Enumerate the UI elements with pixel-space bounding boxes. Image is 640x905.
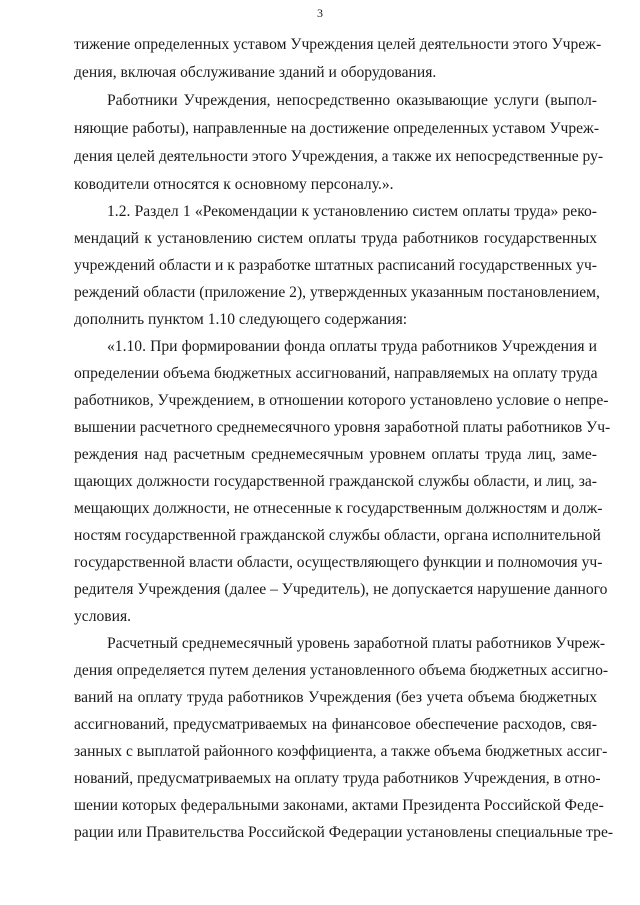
text-line: няющие работы), направленные на достижение определенных уставом Учреж- [74,120,600,137]
text-line: дения целей деятельности этого Учреждения, а также их непосредственные ру- [74,148,604,165]
text-line: ассигнований, предусматриваемых на финансовое обеспечение расходов, свя- [74,716,597,733]
text-line: ководители относятся к основному персоналу.». [74,176,394,193]
text-line: тижение определенных уставом Учреждения целей деятельности этого Учреж- [74,36,602,53]
text-line: дения определяется путем деления установленного объема бюджетных ассигно- [74,662,609,679]
text-line: государственной власти области, осуществляющего функции и полномочия уч- [74,554,603,571]
text-line: нований, предусматриваемых на оплату труда работников Учреждения, в отно- [74,770,601,787]
text-line: дополнить пунктом 1.10 следующего содержания: [74,311,408,328]
paragraph-start-line: «1.10. При формировании фонда оплаты труда работников Учреждения и [107,338,597,355]
paragraph-start-line: 1.2. Раздел 1 «Рекомендации к установлению систем оплаты труда» реко- [107,203,597,220]
text-line: учреждений области и к разработке штатных расписаний государственных уч- [74,257,597,274]
text-line: реждений области (приложение 2), утвержденных указанным постановлением, [74,284,600,301]
text-line: шении которых федеральными законами, актами Президента Российской Феде- [74,797,604,814]
text-line: ваний на оплату труда работников Учреждения (без учета объема бюджетных [74,689,597,706]
paragraph-start-line: Расчетный среднемесячный уровень заработной платы работников Учреж- [107,635,606,652]
text-line: вышении расчетного среднемесячного уровня заработной платы работников Уч- [74,419,611,436]
text-line: занных с выплатой районного коэффициента, а также объема бюджетных ассиг- [74,743,608,760]
text-line: условия. [74,608,132,625]
text-line: работников, Учреждением, в отношении которого установлено условие о непре- [74,392,609,409]
text-line: мещающих должности, не отнесенные к государственным должностям и долж- [74,500,603,517]
text-line: дения, включая обслуживание зданий и оборудования. [74,64,437,81]
page-number: 3 [317,6,323,20]
text-line: редителя Учреждения (далее – Учредитель), не допускается нарушение данного [74,581,608,598]
paragraph-start-line: Работники Учреждения, непосредственно оказывающие услуги (выпол- [107,92,597,109]
text-line: ностям государственной гражданской службы области, органа исполнительной [74,527,601,544]
text-line: рации или Правительства Российской Федерации установлены специальные тре- [74,824,614,841]
text-line: мендаций к установлению систем оплаты труда работников государственных [74,230,597,247]
text-line: реждения над расчетным среднемесячным уровнем оплаты труда лиц, заме- [74,446,597,463]
text-line: щающих должности государственной гражданской службы области, и лиц, за- [74,473,597,490]
text-line: определении объема бюджетных ассигнований, направляемых на оплату труда [74,365,598,382]
